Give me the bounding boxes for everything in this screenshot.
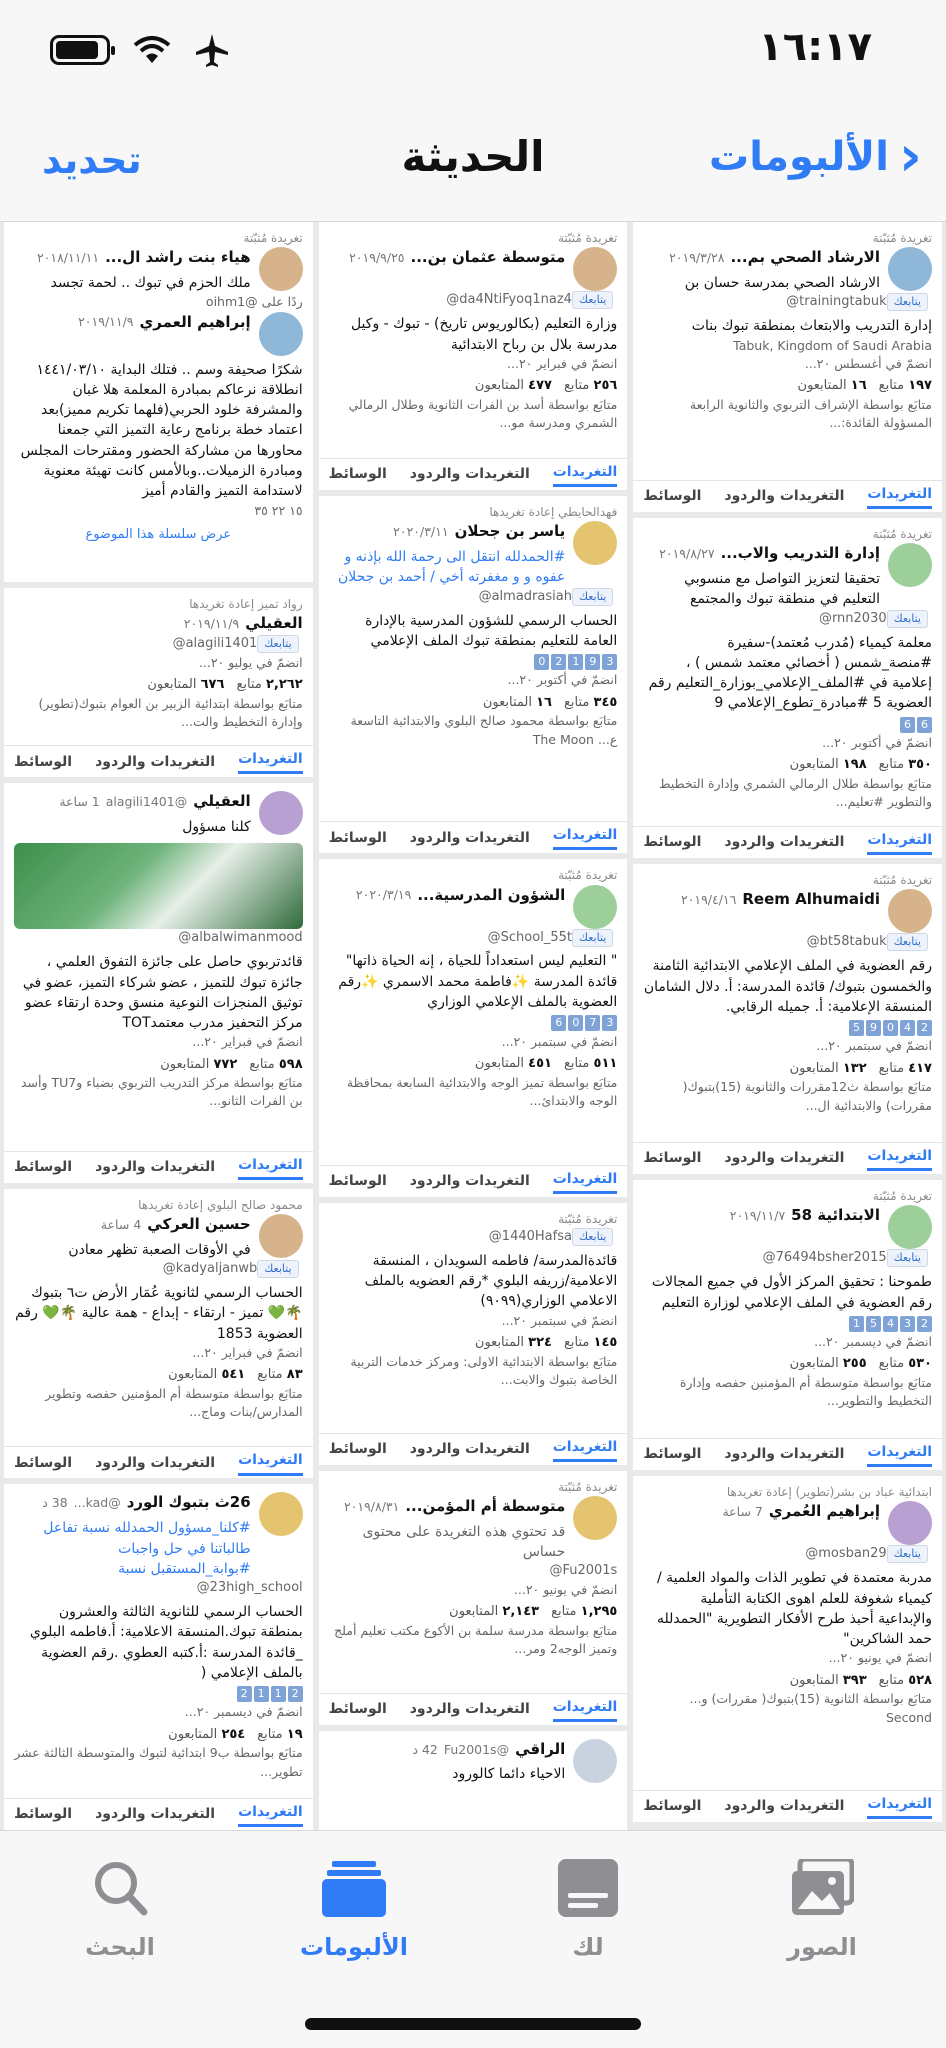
avatar (573, 521, 617, 565)
handle: @alagili1401 (105, 794, 188, 810)
follow-stats: ١,٢٩٥ متابع ٢,١٤٣ المتابعون (449, 1604, 618, 1620)
tab-for-you[interactable] (488, 1859, 688, 1961)
profile-tabs: التغريدات التغريدات والردود الوسائط (4, 745, 313, 777)
handle: @Fu2001s (443, 1741, 510, 1757)
photo-thumbnail[interactable] (4, 1189, 313, 1479)
tweet-date: ٢٠١٩/١١/٧ (729, 1208, 786, 1224)
profile-tabs: التغريدات التغريدات والردود الوسائط (633, 480, 942, 512)
avatar (259, 312, 303, 356)
followed-by: متابَع بواسطة طلال الرمالي الشمري وإدارة التخطيط والتطوير #تعليم... (659, 776, 932, 810)
tweet-date: 4 ساعة (100, 1217, 142, 1233)
joined-date: انضمّ في سبتمبر ٢٠... (501, 1312, 618, 1328)
select-button[interactable]: تحديد (42, 138, 142, 182)
handle: @Fu2001s (549, 1563, 618, 1579)
followed-by: متابَع بواسطة مدرسة سلمة بن الأكوع مكتب تعليم أملج وتميز الوجه2 ومر... (334, 1623, 618, 1657)
pinned-label: تغريدة مُثبّتة (558, 1479, 618, 1494)
follows-you-badge: يتابعك (572, 291, 613, 309)
tweet-text: كلنا مسؤول (182, 819, 251, 836)
photo-thumbnail[interactable] (4, 588, 313, 778)
photo-thumbnail[interactable] (633, 518, 942, 858)
pinned-label: تغريدة مُثبّتة (558, 868, 618, 883)
handle: @albalwimanmood (178, 930, 303, 946)
avatar (888, 247, 932, 291)
photo-thumbnail[interactable] (319, 496, 628, 853)
bio: رقم العضوية في الملف الإعلامي الابتدائية الثامنة والخمسون بتبوك/ قائدة المدرسة: أ. دلال الشامان المنسقة الإعلامية: أ. جميله الرقابي. (643, 958, 932, 1015)
status-bar (0, 0, 946, 110)
tweet-date: 7 ساعة (722, 1504, 763, 1520)
tweet-text: الاحياء دائما كالورود (452, 1766, 566, 1783)
tweet-text: #كلنا_مسؤول الحمدلله نسبة تفاعل طالباتنا في حل واجبات #بوابة_المستقبل نسبة (43, 1520, 251, 1577)
retweet-label: محمود صالح البلوي إعادة تغريدها (138, 1197, 303, 1212)
followed-by: متابَع بواسطة الإشراف التربوي والثانوية الرابعة المسؤولة القائدة:... (689, 396, 932, 430)
tweet-date: ٢٠١٩/٨/٣١ (343, 1498, 400, 1514)
bio: معلمة كيمياء (مُدرب مُعتمد)-سفيرة #منصة_شمس ( أخصائي معتمد شمس ) ، إعلامية في #الملف_الإعلامي_بوزارة_التعليم رقم العضوية 5 #مبادرة_تطوع_الإعلامي 9 (648, 634, 932, 712)
show-thread-link[interactable]: عرض سلسلة هذا الموضوع (85, 526, 232, 542)
tweet-date: 42 د (412, 1741, 438, 1757)
membership-number: 2 1 1 2 (237, 1686, 303, 1702)
photo-thumbnail[interactable] (4, 783, 313, 1183)
avatar (259, 1214, 303, 1258)
tweet-date: ٢٠٢٠/٣/١٩ (355, 887, 412, 903)
tweet-date: ٢٠١٩/٨/٢٧ (659, 546, 715, 562)
follow-stats: ١٩ متابع ٢٥٤ المتابعون (168, 1726, 303, 1742)
tab-albums[interactable] (254, 1859, 454, 1961)
retweet-label: ابتدائية عباد بن بشر(تطوير) إعادة تغريدها (726, 1485, 932, 1499)
membership-number: 3 9 1 2 0 (534, 654, 617, 670)
avatar (888, 543, 932, 587)
profile-tabs: التغريدات التغريدات والردود الوسائط (319, 1165, 628, 1197)
pinned-label: تغريدة مُثبّتة (872, 1189, 932, 1203)
reply-to: ردًا على @oihm1 (205, 294, 303, 310)
bio: طموحنا : تحقيق المركز الأول في جميع المجالات رقم العضوية في الملف الإعلامي لوزارة التعليم (651, 1274, 932, 1311)
joined-date: انضمّ في ديسمبر ٢٠... (184, 1704, 303, 1720)
joined-date: انضمّ في يوليو ٢٠... (198, 654, 303, 670)
wifi-icon (132, 35, 172, 65)
profile-tabs: التغريدات التغريدات والردود الوسائط (633, 1142, 942, 1174)
bio: " التعليم ليس استعداداً للحياة ، إنه الحياة ذاتها" قائدة المدرسة ✨فاطمة محمد الاسمري ✨رقم العضوية بالملف الإعلامي الوزاري (338, 953, 618, 1011)
home-indicator (305, 2018, 641, 2030)
handle: @kad... (73, 1495, 121, 1511)
joined-date: انضمّ في فبراير ٢٠... (192, 1034, 303, 1050)
handle: @bt58tabuk (806, 934, 887, 950)
follow-stats: ٥٢٨ متابع ٣٩٣ المتابعون (789, 1672, 932, 1688)
follows-you-badge: يتابعك (572, 1228, 613, 1246)
account-name: حسين العركي (147, 1215, 251, 1234)
account-name: 26ث بتبوك الورد (126, 1493, 251, 1512)
follow-stats: ٥١١ متابع ٤٥١ المتابعون (474, 1055, 618, 1071)
photo-thumbnail[interactable] (319, 859, 628, 1196)
profile-tabs: التغريدات التغريدات والردود الوسائط (4, 1446, 313, 1478)
handle: @mosban29 (805, 1546, 887, 1562)
avatar (888, 1205, 932, 1249)
tweet-date: ٢٠١٩/١١/٩ (78, 314, 134, 330)
tab-label: لك (572, 1933, 604, 1961)
handle: @23high_school (196, 1580, 303, 1596)
account-name: العقيلي (245, 613, 303, 632)
avatar (888, 1501, 932, 1545)
profile-tabs: التغريدات التغريدات والردود الوسائط (4, 1798, 313, 1830)
navigation-bar (0, 110, 946, 222)
follows-you-badge: يتابعك (887, 293, 928, 311)
pinned-label: تغريدة مُثبّتة (558, 1211, 618, 1226)
retweet-label: فهدالحايطي إعادة تغريدها (489, 504, 618, 519)
followed-by: متابَع بواسطة ابتدائية الزبير بن العوام بتبوك(تطوير) وإدارة التخطيط والت... (38, 695, 303, 729)
follow-stats: ٣٥٠ متابع ١٩٨ المتابعون (789, 757, 932, 773)
avatar (259, 1492, 303, 1536)
profile-tabs: التغريدات التغريدات والردود الوسائط (319, 458, 628, 490)
follow-stats: ٨٣ متابع ٥٤١ المتابعون (168, 1367, 303, 1383)
joined-date: انضمّ في ديسمبر ٢٠... (814, 1334, 932, 1350)
grid-column-middle (319, 222, 628, 1830)
followed-by: متابَع بواسطة متوسطة أم المؤمنين حفصه وإدارة التخطيط والتطوير... (679, 1375, 932, 1409)
account-name: الارشاد الصحي بم... (730, 248, 880, 267)
follow-stats: ٥٣٠ متابع ٢٥٥ المتابعون (789, 1356, 932, 1372)
account-name: الراقي (515, 1739, 566, 1758)
followed-by: متابَع بواسطة الابتدائية الاولى: ومركز خدمات التربية الخاصة بتبوك والابت... (350, 1353, 618, 1387)
pinned-label: تغريدة مُثبّتة (872, 873, 932, 887)
profile-tabs: التغريدات التغريدات والردود الوسائط (319, 821, 628, 853)
bio: مدربة معتمدة في تطوير الذات والمواد العلمية / كيمياء شغوفة للعلم اهوى الكتابة التأملية والإبداعية أحبذ طرح الأفكار التطويرية "الحمدلله حمد الشاكرين" (656, 1570, 932, 1648)
account-name: إبراهيم العمري (139, 312, 251, 331)
tweet-date: 38 د (42, 1495, 68, 1511)
tweet-text: الارشاد الصحي بمدرسة حسان بن (684, 275, 880, 292)
bio: الحساب الرسمي للثانوية الثالثة والعشرون بمنطقة تبوك.المنسقة الاعلامية: أ.فاطمه البلوي _قائدة المدرسة :أ.كتبه العطوي .رقم العضوية بالملف الإعلامي ( (29, 1603, 303, 1681)
tab-label: الألبومات (300, 1933, 408, 1961)
account-name: Reem Alhumaidi (742, 890, 880, 909)
follow-stats: ١٤٥ متابع ٣٢٤ المتابعون (474, 1334, 618, 1350)
handle: @kadyaljanwb (162, 1261, 258, 1277)
photos-icon (790, 1859, 854, 1917)
handle: @rnn2030 (818, 610, 887, 626)
account-name: متوسطة أم المؤمن... (405, 1497, 566, 1516)
profile-tabs: التغريدات التغريدات والردود الوسائط (633, 1438, 942, 1470)
photo-thumbnail[interactable] (633, 864, 942, 1174)
profile-tabs: التغريدات التغريدات والردود الوسائط (633, 826, 942, 858)
tweet-text: #الحمدلله انتقل الى رحمة الله بإذنه و عفوه و و مغفرته أخي / أحمد بن جحلان (337, 549, 566, 586)
avatar (888, 889, 932, 933)
tweet-date: ٢٠١٩/٤/١٦ (680, 892, 737, 908)
avatar (573, 247, 617, 291)
profile-tabs: التغريدات التغريدات والردود الوسائط (633, 1790, 942, 1822)
handle: @alagili1401 (172, 635, 258, 651)
profile-tabs: التغريدات التغريدات والردود الوسائط (4, 1151, 313, 1183)
membership-number: 2 4 0 9 5 (849, 1020, 932, 1036)
for-you-icon (556, 1859, 620, 1917)
joined-date: انضمّ في فبراير ٢٠... (507, 355, 618, 371)
account-name: إبراهيم العُمري (768, 1502, 880, 1521)
tweet-date: 1 ساعة (59, 794, 100, 810)
joined-date: انضمّ في أغسطس ٢٠... (804, 355, 932, 371)
tab-bar (0, 1830, 946, 2048)
card-header (643, 247, 932, 293)
handle: @da4NtiFyoq1naz4 (446, 292, 572, 308)
follow-stats: ٢,٢٦٢ متابع ٦٧٦ المتابعون (147, 676, 303, 692)
membership-number: 6 6 (900, 717, 932, 733)
back-label: الألبومات (709, 134, 889, 180)
retweet-label: رواد تميز إعادة تغريدها (189, 596, 303, 611)
followed-by: متابَع بواسطة ب9 ابتدائية لتبوك والمتوسطة الثالثة عشر تطوير... (14, 1745, 303, 1779)
account-name: ياسر بن جحلان (454, 522, 566, 541)
follow-stats: ٣٤٥ متابع ١٦ المتابعون (482, 694, 618, 710)
joined-date: انضمّ في أكتوبر ٢٠... (507, 672, 618, 688)
tab-search[interactable] (20, 1859, 220, 1961)
follow-stats: ٤١٧ متابع ١٣٢ المتابعون (789, 1060, 932, 1076)
tweet-date: ٢٠١٩/١١/٩ (183, 615, 240, 631)
profile-tabs: التغريدات التغريدات والردود الوسائط (319, 1693, 628, 1725)
pinned-label: تغريدة مُثبّتة (872, 527, 932, 541)
status-time: ١٦:١٧ (758, 24, 872, 70)
joined-date: انضمّ في فبراير ٢٠... (192, 1344, 303, 1360)
follows-you-badge: يتابعك (257, 635, 298, 653)
follow-stats: ٥٩٨ متابع ٧٧٢ المتابعون (160, 1056, 303, 1072)
tweet-date: ٢٠٢٠/٣/١١ (393, 524, 449, 540)
follow-stats: ١٩٧ متابع ١٦ المتابعون (797, 377, 932, 393)
grid-column-right (633, 222, 942, 1830)
search-icon (88, 1859, 152, 1917)
follows-you-badge: يتابعك (887, 1545, 928, 1563)
followed-by: متابَع بواسطة محمود صالح البلوي والابتدائية التاسعة ع... The Moon (350, 713, 618, 747)
status-icons (50, 32, 230, 68)
account-name: إدارة التدريب والاب... (720, 544, 880, 563)
followed-by: متابَع بواسطة تميز الوجه والابتدائية السابعة بمحافظة الوجه والابتدائ... (346, 1074, 618, 1108)
bio: إدارة التدريب والابتعاث بمنطقة تبوك بنات (691, 318, 932, 335)
tweet-image (14, 843, 303, 929)
joined-date: انضمّ في يونيو ٢٠... (513, 1582, 618, 1598)
joined-date: انضمّ في سبتمبر ٢٠... (816, 1038, 932, 1054)
account-name: الابتدائية 58 (791, 1206, 880, 1225)
followed-by: متابَع بواسطة ث12مقررات والثانوية (15)بتبوك( مقررات) والابتدائية ال... (682, 1079, 932, 1113)
membership-number: 3 7 0 6 (551, 1015, 617, 1031)
sensitive-content-notice: قد تحتوي هذه التغريدة على محتوى حساس (362, 1523, 566, 1561)
tweet-text: في الأوقات الصعبة تظهر معادن (68, 1241, 251, 1258)
avatar (259, 791, 303, 835)
handle: @trainingtabuk (786, 294, 887, 310)
followed-by: متابَع بواسطة أسد بن الفرات الثانوية وطلال الرمالي الشمري ومدرسة مو... (348, 396, 618, 430)
chevron-right-icon: › (898, 124, 922, 189)
albums-icon (322, 1859, 386, 1917)
tab-label: البحث (85, 1933, 155, 1961)
avatar (573, 885, 617, 929)
handle: @almadrasiah (478, 588, 572, 604)
follows-you-badge: يتابعك (887, 1249, 928, 1267)
pinned-label: تغريدة مُثبّتة (558, 231, 618, 245)
handle: @76494bsher2015 (762, 1250, 887, 1266)
followed-by: متابَع بواسطة متوسطة أم المؤمنين حفصه وتطوير المدارس/بنات وماج... (45, 1385, 303, 1420)
followed-by: متابَع بواسطة الثانوية (15)بتبوك( مقررات) و... Second (689, 1691, 932, 1725)
followed-by: متابَع بواسطة مركز التدريب التربوي بضباء وTU7 وأسد بن الفرات الثانو... (20, 1075, 303, 1109)
follows-you-badge: يتابعك (887, 610, 928, 628)
photo-thumbnail[interactable] (4, 1484, 313, 1830)
joined-date: انضمّ في سبتمبر ٢٠... (501, 1033, 618, 1049)
tab-label: الصور (787, 1933, 857, 1961)
tweet-text: تحقيقا لتعزيز التواصل مع منسوبي التعليم في منطقة تبوك والمجتمع (684, 571, 880, 608)
tweet-date: ٢٠١٩/٩/٢٥ (349, 250, 405, 266)
photo-thumbnail[interactable] (319, 1471, 628, 1725)
handle: @School_55t (487, 929, 572, 945)
grid-column-left (4, 222, 313, 1830)
membership-number: 2 3 4 5 1 (849, 1316, 932, 1332)
pinned-label: تغريدة مُثبّتة (243, 231, 303, 245)
avatar (259, 247, 303, 291)
tweet-text: ملك الحزم في تبوك .. لحمة تجسد (50, 275, 251, 292)
bio: الحساب الرسمي للشؤون المدرسية بالإدارة العامة للتعليم بمنطقة تبوك الملف الإعلامي (365, 612, 618, 649)
account-name: متوسطة عثمان بن... (410, 248, 566, 267)
photo-thumbnail[interactable] (4, 222, 313, 582)
bio: قائدةالمدرسة/ فاطمه السويدان ، المنسقة الاعلامية/زريفه البلوي *رقم العضويه بالملف الاعلامي الوزاري(٩٠٩٩) (364, 1252, 618, 1310)
follows-you-badge: يتابعك (257, 1260, 298, 1278)
joined-date: انضمّ في يونيو ٢٠... (828, 1650, 932, 1666)
photo-thumbnail[interactable] (319, 222, 628, 490)
photo-grid[interactable] (0, 222, 946, 1830)
profile-tabs: التغريدات التغريدات والردود الوسائط (319, 1433, 628, 1465)
photo-thumbnail[interactable] (633, 222, 942, 512)
follows-you-badge: يتابعك (572, 588, 613, 606)
avatar (573, 1496, 617, 1540)
avatar (573, 1739, 617, 1783)
tweet-date: ٢٠١٨/١١/١١ (36, 250, 100, 266)
follows-you-badge: يتابعك (572, 929, 613, 947)
account-name: العقيلي (193, 792, 251, 811)
battery-icon (50, 35, 110, 65)
photo-thumbnail[interactable] (319, 1731, 628, 1830)
location: Tabuk, Kingdom of Saudi Arabia (733, 337, 932, 353)
follow-stats: ٢٥٦ متابع ٤٧٧ المتابعون (474, 377, 618, 393)
tweet-text: شكرًا صحيفة وسم .. فتلك البداية ١٤٤١/٠٣/١٠ انطلاقة نرعاكم بمبادرة المعلمة هلا غبان والمشرفة خلود الحربي(فلهما تكريم مميز)بعد اعتماد خطة برنامج رعاية التميز التي جمعنا محاورها من مشاركة الحضور ومقترحات المجلس ومبادرة الزميلات..وبالأمس كانت تهيئة معنوية لاستدامة التميز والقادم أميز (20, 361, 303, 500)
bio: قائدتربوي حاصل على جائزة التفوق العلمي ، جائزة تبوك للتميز ، عضو شركاء التميز، عضو في توثيق المنجزات النوعية منسق وحدة ارتقاء عضو مركز التحفيز مدرب معتمدTOT (22, 954, 303, 1032)
handle: @1440Hafsa (488, 1229, 572, 1245)
tweet-stats: ١٥ ٢٢ ٣٥ (254, 502, 303, 518)
photo-thumbnail[interactable] (319, 1203, 628, 1465)
follows-you-badge: يتابعك (887, 933, 928, 951)
account-name: هياء بنت راشد ال... (105, 248, 251, 267)
account-name: الشؤون المدرسية... (417, 885, 566, 904)
photo-thumbnail[interactable] (633, 1476, 942, 1822)
bio: الحساب الرسمي لثانوية عُمَار الأرض ت٦ بتبوك 🌴💚 تميز - ارتقاء - إبداع - همة عالية 🌴💚 رقم العضوية 1853 (15, 1285, 303, 1342)
tab-photos[interactable] (722, 1859, 922, 1961)
photo-thumbnail[interactable] (633, 1180, 942, 1470)
joined-date: انضمّ في أكتوبر ٢٠... (822, 735, 932, 751)
bio: وزارة التعليم (بكالوريوس تاريخ) - تبوك - وكيل مدرسة بلال بن رباح الابتدائية (350, 316, 618, 353)
pinned-label: تغريدة مُثبّتة (872, 231, 932, 245)
tweet-date: ٢٠١٩/٣/٢٨ (669, 250, 725, 266)
page-title: الحديثة (401, 132, 545, 181)
airplane-icon (194, 32, 230, 68)
